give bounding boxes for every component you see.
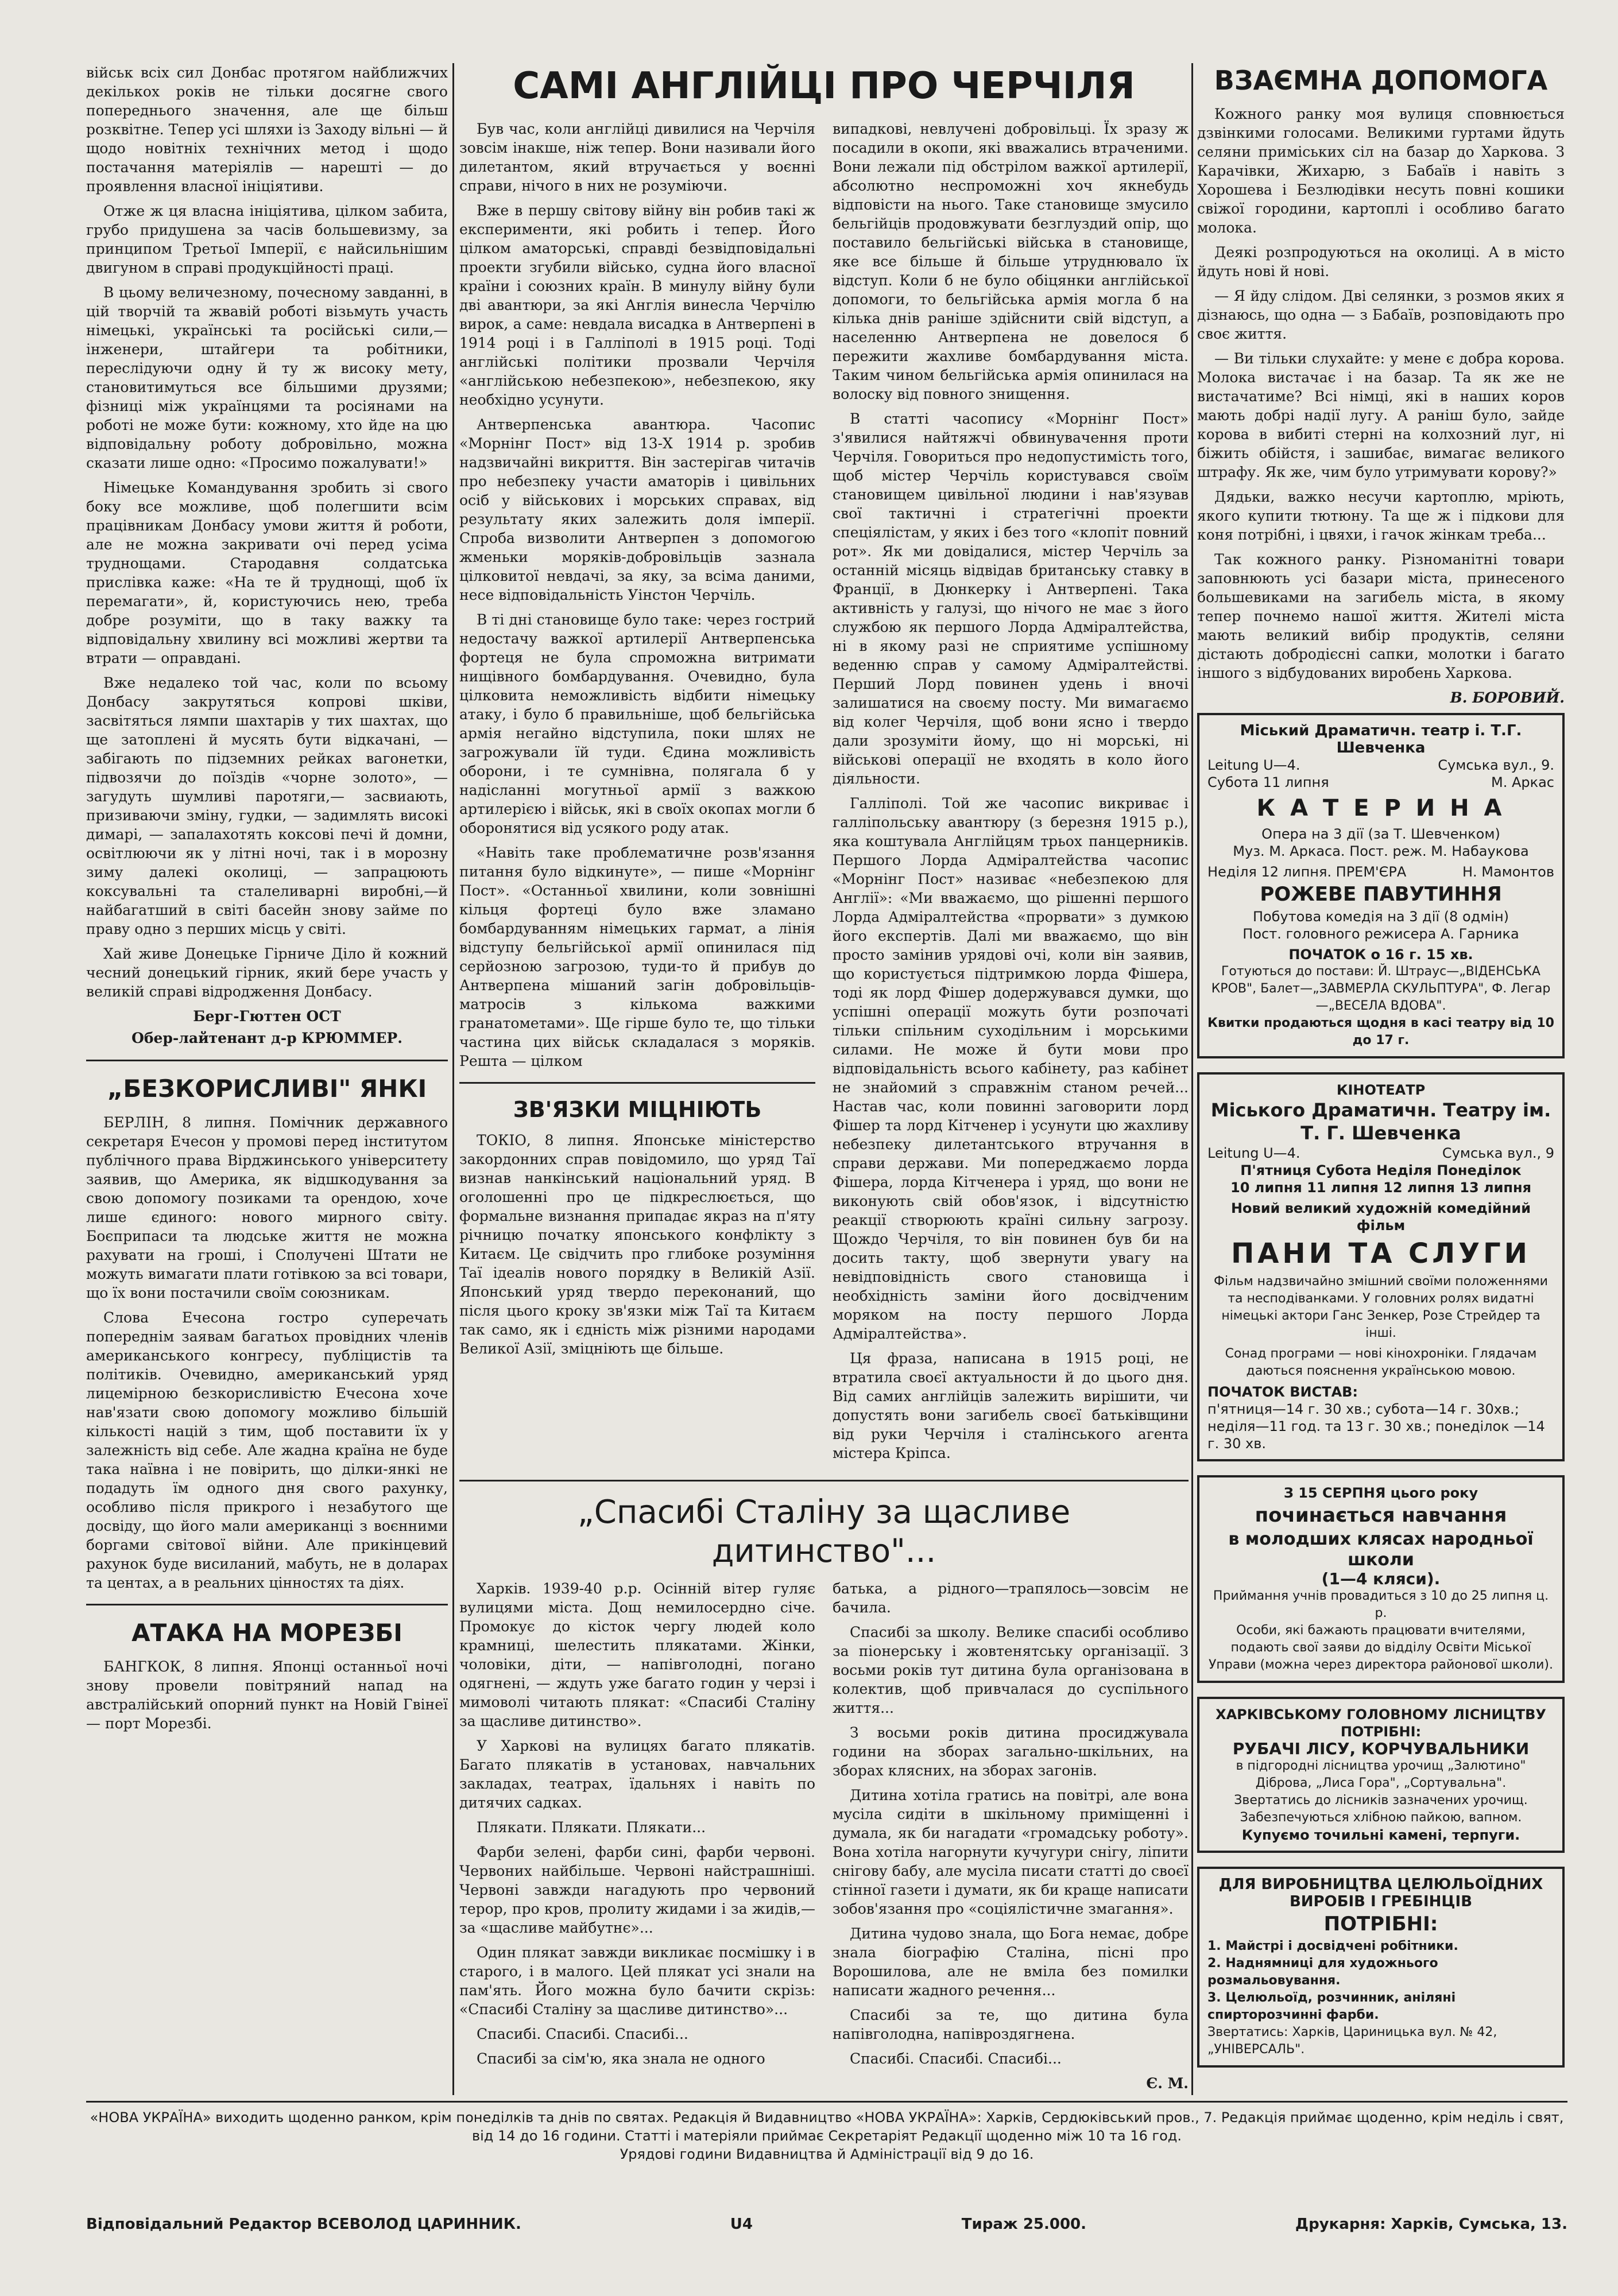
article-paragraph: БАНГКОК, 8 липня. Японці останньої ночі знову провели повітряний напад на австралійський опорний пункт на Новій Гвінеї — порт Морезбі.	[86, 1658, 448, 1732]
divider	[86, 1060, 448, 1061]
showtimes-1: п'ятниця—14 г. 30 хв.; субота—14 г. 30хв.;	[1207, 1401, 1519, 1417]
article-paragraph: Один плякат завжди викликає посмішку і в старого, і в малого. Цей плякат усі знали на пам'ять. Його можна було бачити скрізь: «Спасибі Сталіну за щасливе дитинство»...	[459, 1944, 815, 2018]
article-paragraph: З восьми років дитина просиджувала години на зборах загально-шкільних, на зборах клясних, на зборах загонів.	[833, 1724, 1189, 1779]
article-paragraph: Кожного ранку моя вулиця сповнюється дзвінкими голосами. Великими гуртами йдуть селяни приміських сіл на базар до Харкова. З Карачівки, Жихарю, з Бабаїв і навіть з Хорошева і Безлюдівки несуть повні кошики свіжої городини, картоплі і особливо багато молока.	[1197, 106, 1565, 236]
school-date: З 15 СЕРПНЯ цього року	[1283, 1485, 1478, 1501]
headline-churchill: САМІ АНГЛІЙЦІ ПРО ЧЕРЧІЛЯ	[513, 65, 1135, 107]
divider	[86, 1604, 448, 1605]
film-title: ПАНИ ТА СЛУГИ	[1231, 1238, 1531, 1270]
circulation: Тираж 25.000.	[961, 2216, 1087, 2233]
film-description: Фільм надзвичайно змішний своїми положеннями та несподіванками. У головних ролях видатні німецькі актори Ганс Зенкер, Розе Стрейдер та інші.	[1214, 1274, 1548, 1340]
play-title-2: РОЖЕВЕ ПАВУТИННЯ	[1260, 883, 1502, 906]
cinema-days: П'ятниця Субота Неділя Понеділок	[1240, 1162, 1522, 1178]
school-headline: починається навчання	[1255, 1504, 1507, 1527]
article-paragraph: — Ви тільки слухайте: у мене є добра корова. Молока вистачає і на базар. Та як же не вистачатиме? Всі німці, які в наших коров мають добрі надії лугу. А раніш було, зайде корова в вибиті стерні на колхозний луг, ні біжить обійстя, і зашибає, вимагає великого штрафу. Як же, чим було утримувати корову?»	[1197, 350, 1565, 480]
theatre-date-2: Неділя 12 липня. ПРЕМ'ЄРА Н. Мамонтов	[1207, 864, 1554, 880]
divider	[86, 2101, 1567, 2103]
headline-moresby: АТАКА НА МОРЕЗБІ	[131, 1619, 402, 1647]
article-signature-org: Берг-Гюттен ОСТ	[193, 1008, 341, 1025]
cinema-address: Leitung U—4. Сумська вул., 9	[1207, 1145, 1554, 1161]
celluloid-item: 2. Наднямниці для художнього розмальовування.	[1207, 1956, 1438, 1988]
celluloid-headline: ДЛЯ ВИРОБНИЦТВА ЦЕЛЮЛЬОЇДНИХ ВИРОБІВ І ГРЕБІНЦІВ	[1218, 1876, 1543, 1910]
article-paragraph: Дитина чудово знала, що Бога немає, добре знала біографію Сталіна, пісні про Ворошилова, але не вміла без помилки написати жадного речення...	[833, 1925, 1189, 1999]
article-paragraph: Спасибі за сім'ю, яка знала не одного	[477, 2050, 765, 2067]
article-paragraph: Фарби зелені, фарби сині, фарби червоні. Червоних найбільше. Червоні найстрашніші. Червоні завжди нагадують про червоний терор, про кров, пролиту жидами і за жидів,—за «щасливе майбутнє»...	[459, 1844, 815, 1936]
publisher-info: «НОВА УКРАЇНА» виходить щоденно ранком, крім понеділків та днів по святах. Редакція й Видавництво «НОВА УКРАЇНА»: Харків, Сердюківський пров., 7. Редакція приймає щоденно, крім неділь і свят, від 14 до 16 години. Статті і матеріяли приймає Секретаріят Редакції щоденно між 10 та 16 год.	[90, 2109, 1564, 2144]
show-time: ПОЧАТОК о 16 г. 15 хв.	[1288, 947, 1473, 963]
article-paragraph: В ті дні становище було таке: через гострий недостачу важкої артилерії Антверпенська фортеця не була спроможна витримати нищівного бомбардування. Очевидно, була цілковита неможливість відбити німецьку атаку, і було б правильніше, щоб бельгійська армія негайно відступила, поки шлях не загрожували їй туди. Єдина можливість оборони, і те сумнівна, полягала б у надісланні могутньої армії з важкою артилерією і військ, які в своїх окопах могли б оборонятися від усякого роду атак.	[459, 611, 815, 836]
headline-ties: ЗВ'ЯЗКИ МІЦНІЮТЬ	[513, 1097, 762, 1122]
article-continuation-intro: військ всіх сил Донбас протягом найближчих декількох років не тільки досягне свого попереднього значення, але ще більш розквітне. Тепер усі шляхи із Заходу вільні — й щодо новітніх технічних метод і щодо постачання матеріялів — нарешті — до проявлення власної ініціятиви.	[86, 64, 448, 195]
article-paragraph: Ця фраза, написана в 1915 році, не втратила своєї актуальности й до цього дня. Від самих англійців залежить вирішити, чи допустять вони загибель своєї батьківщини від руки Черчіля і сталінського агента містера Кріпса.	[833, 1350, 1189, 1461]
article-paragraph: Деякі розпродуються на околиці. А в місто йдуть нові й нові.	[1197, 244, 1565, 280]
publication-footer	[86, 2101, 1567, 2163]
forestry-needed: ПОТРІБНІ:	[1340, 1724, 1422, 1740]
article-paragraph: Галліполі. Той же часопис викриває і галліпольську авантюру (з березня 1915 р.), яка коштувала Англійцям трьох панцерників. Першого Лорда Адміралтейства часопис «Морнінг Пост» називає «небезпекою для Англії»: «Ми вважаємо, що рішенні першого Лорда Адміралтейства «прорвати» з думкою його експертів. Далі ми вважаємо, що він просто замінив урядові очі, коли він заявив, що користується підтримкою лорда Фішера, тоді як лорд Фішер додержувався думки, що успішні операції можуть бути розпочаті тільки спільним суходільним і морськими силами. Не може й бути мови про відповідальність всього кабінету, раз кабінет не знайомий з справжнім станом речей... Настав час, коли повинні заговорити лорд Фішер та лорд Кітченер і усунути цю жахливу небезпеку дилетантського втручання в справи держави. Ми попереджаємо лорда Фішера, лорда Кітченера і уряд, що вони не виконують свій обов'язок, і відсутністю реакції створюють країні сильну загрозу. Щождо Черчіля, то він повинен був би на досить такту, щоб звернути увагу на невідповідність свого становища і необхідність заміни його досвідченим моряком на посту першого Лорда Адміралтейства».	[833, 795, 1189, 1342]
article-paragraph: Спасибі за школу. Велике спасибі особливо за піонерську і жовтенятську організації. З восьми років тут дитина була організована в колектив, щоб привчалася до суспільного життя...	[833, 1624, 1189, 1716]
column-rule-1	[452, 63, 454, 2095]
cinema-name: Міського Драматичн. Театру ім. Т. Г. Шевченка	[1210, 1099, 1551, 1144]
article-paragraph: БЕРЛІН, 8 липня. Помічник державного секретаря Ечесон у промові перед інститутом публічного права Вірджинського університету заявив, що Америка, як відшкодування за свою допомогу позиками та орендою, хоче лише єдиного: нового мирного світу. Боєприпаси та людське життя не можна рахувати на гроші, і Сполучені Штати не можуть вимагати плати готівкою за всі товари, що їх вони постачили своїм союзникам.	[86, 1114, 448, 1301]
article-paragraph: Дитина хотіла гратись на повітрі, але вона мусіла сидіти в шкільному приміщенні і думала, як би нагадати «громадську роботу». Вона хотіла нагорнути кучугури снігу, ліпити снігову бабу, але мусіла писати статті до своєї стінної газети і думати, як би краще написати зобов'язання про «соціялістичне змагання».	[833, 1787, 1189, 1917]
cinema-dates: 10 липня 11 липня 12 липня 13 липня	[1230, 1180, 1531, 1196]
divider	[459, 1480, 1189, 1481]
article-paragraph: Спасибі за те, що дитина була напівголодна, напівроздягнена.	[833, 2007, 1189, 2042]
celluloid-item: 1. Майстрі і досвідчені робітники.	[1207, 1939, 1458, 1953]
play-title-1: К А Т Е Р И Н А	[1256, 795, 1505, 821]
theatre-address: Leitung U—4. Сумська вул., 9.	[1207, 757, 1554, 773]
celluloid-needed: ПОТРІБНІ:	[1323, 1913, 1438, 1936]
article-paragraph: Хай живе Донецьке Гірниче Діло й кожний чесний донецький гірник, який бере участь у великій справі відродження Донбасу.	[86, 945, 448, 1000]
article-paragraph: батька, а рідного—трапялось—зовсім не бачила.	[833, 1580, 1189, 1616]
celluloid-ad	[1197, 1867, 1565, 2068]
celluloid-contact: Звертатись: Харків, Цариницька вул. № 42, „УНІВЕРСАЛЬ".	[1207, 2025, 1497, 2057]
forestry-provision: Забезпечуються хлібною пайкою, вапном.	[1240, 1810, 1522, 1825]
article-paragraph: ТОКІО, 8 липня. Японське міністерство закордонних справ повідомило, що уряд Таї визнав нанкінський національний уряд. В оголошенні про це підкреслюється, що формальне визнання припадає якраз на п'яту річницю початку японського конфлікту з Китаєм. Це свідчить про глибоке розуміння Таї ідеалів нового порядку в Великій Азії. Японський уряд твердо переконаний, що після цього кроку зв'язки між Таї та Китаєм так само, як і єдність між різними народами Великої Азії, зміцніють ще більше.	[459, 1132, 815, 1357]
column-center	[459, 63, 1189, 2099]
forestry-buying: Купуємо точильні камені, терпуги.	[1241, 1827, 1520, 1843]
cinema-program: Сонад програми — нові кінохроніки. Глядачам даються пояснення українською мовою.	[1225, 1347, 1537, 1378]
editor: Відповідальний Редактор ВСЕВОЛОД ЦАРИННИК.	[86, 2216, 521, 2233]
article-paragraph: В цьому величезному, почесному завданні, в цій творчій та жвавій роботі візьмуть участь німецькі, українські та російські сили,—інженери, штайгери та робітники, переслідуючи одну й ту ж високу мету, становитимуться все більшими друзями; фізниці між українцями та росіянами на роботі не може бути: кожному, хто йде на цю відповідальну роботу добровільно, можна сказати лише одно: «Просимо пожалувати!»	[86, 284, 448, 471]
school-ad	[1197, 1475, 1565, 1683]
article-paragraph: Вже недалеко той час, коли по всьому Донбасу закрутяться копрові шківи, засвітяться лямпи шахтарів у тих шахтах, що ще затоплені й мусять бути відкачані, — забігають по підземних рейках вагонетки, підвозячи до поїздів «чорне золото», — загудуть шумливі паротяги,— засвиають, призиваючи зміну, гудки, — задимлять високі димарі, — запалахотять коксові печі й домни, освітлюючи як у літні ночі, так і в морозну зиму далекі околиці, — запрацюють коксувальні та сталеливарні виробні,—й найбагатший в світі басейн знову займе по праву одно з перших місць у світі.	[86, 674, 448, 937]
article-signature: Є. М.	[1146, 2075, 1189, 2092]
showtimes-2: неділя—11 год. та 13 г. 30 хв.; понеділок —14 г. 30 хв.	[1207, 1418, 1545, 1452]
theatre-ad	[1197, 713, 1565, 1058]
article-paragraph: Отже ж ця власна ініціятива, цілком забита, грубо придушена за часів большевизму, за принципом Третьої Імперії, є найсильнішим двигуном в справі продукційності праці.	[86, 203, 448, 276]
article-paragraph: Слова Ечесона гостро суперечать попереднім заявам багатьох провідних членів американського конгресу, публіцистів та політиків. Очевидно, американський уряд лицемірною безкорисливістю Ечесона хоче нав'язати свою допомогу можливо більшій кількості націй з тим, щоб поставити їх у залежність від себе. Але жадна країна не буде така наївна і не повірить, що ділки-янкі не подадуть їм одного дня свого рахунку, особливо після прикрого і незабутого ще досвіду, що його мали американці з воєнними боргами світової війни. Але прикінцевий рахунок буде висиланий, мабуть, не в доларах та центах, а в реальних цінностях та діях.	[86, 1309, 448, 1591]
cinema-label: КІНОТЕАТР	[1336, 1082, 1426, 1098]
imprint-line	[86, 2216, 1567, 2233]
article-paragraph: Німецьке Командування зробить зі свого боку все можливе, щоб полегшити всім працівникам Донбасу умови життя й роботи, але не можна закривати очі перед усіма труднощами. Стародавня солдатська прислівка каже: «На те й труднощі, щоб їх перемагати», й, користуючись нею, треба добре розуміти, що в таку важку та відповідальну хвилину всі можливі жертви та втрати — оправдані.	[86, 479, 448, 666]
office-hours: Урядові години Видавництва й Адміністрації від 9 до 16.	[620, 2146, 1034, 2162]
upcoming-plays: Готуються до постави: Й. Штраус—„ВІДЕНСЬКА КРОВ", Балет—„ЗАВМЕРЛА СКУЛЬПТУРА", Ф. Легар—„ВЕСЕЛА ВДОВА".	[1211, 964, 1551, 1013]
play-credits-2: Пост. головного режисера А. Гарника	[1242, 926, 1519, 942]
article-paragraph: Був час, коли англійці дивилися на Черчіля зовсім інакше, ніж тепер. Вони називали його дилетантом, який втручається у воєнні справи, нічого в них не розуміючи.	[459, 121, 815, 194]
column-left	[86, 63, 448, 1739]
theatre-name: Міський Драматичн. театр і. Т.Г. Шевченка	[1240, 722, 1522, 757]
cinema-ad	[1197, 1072, 1565, 1461]
article-paragraph: Харків. 1939-40 р.р. Осінній вітер гуляє вулицями міста. Дощ немилосердно січе. Промокує до кісток чергу людей коло крамниці, шелестить плякатами. Жінки, чоловіки, діти, — напівголодні, погано одягнені, — ждуть уже багато годин у черзі і мимоволі читають плякат: «Спасибі Сталіну за щасливе дитинство».	[459, 1580, 815, 1729]
article-paragraph: — Я йду слідом. Дві селянки, з розмов яких я дізнаюсь, що одна — з Бабаїв, розповідають про своє життя.	[1197, 288, 1565, 342]
article-signature: В. БОРОВИЙ.	[1450, 689, 1565, 706]
forestry-location: в підгородні лісництва урочищ „Залютино" Діброва, „Лиса Гора", „Сортувальна".	[1236, 1759, 1526, 1790]
article-paragraph: Так кожного ранку. Різноманітні товари заповнюють усі базари міста, принесеного большевиками на загибель міста, в якому тепер почнемо нашої життя. Жителі міста мають великий вибір продуктів, селяни дістають добродієсні сапки, молотки і багато іншого з відбудованих виробень Харкова.	[1197, 551, 1565, 681]
headline-yankees: „БЕЗКОРИСЛИВІ" ЯНКІ	[107, 1075, 427, 1103]
forestry-org: ХАРКІВСЬКОМУ ГОЛОВНОМУ ЛІСНИЦТВУ	[1216, 1707, 1546, 1723]
article-paragraph: Плякати. Плякати. Плякати...	[477, 1819, 706, 1836]
theatre-date-1: Субота 11 липня М. Аркас	[1207, 774, 1554, 790]
article-signature-name: Обер-лайтенант д-р КРЮММЕР.	[131, 1030, 402, 1046]
stalin-article	[459, 1579, 1189, 2099]
celluloid-item: 3. Целюльоїд, розчинник, аніляні спирторозчинні фарби.	[1207, 1991, 1456, 2022]
school-grades: (1—4 кляси).	[1321, 1569, 1441, 1588]
divider	[459, 1082, 815, 1084]
column-rule-2	[1191, 63, 1193, 2095]
article-paragraph: Спасибі. Спасибі. Спасибі...	[850, 2050, 1062, 2067]
headline-stalin-line2: дитинство"...	[711, 1533, 936, 1570]
new-film-label: Новий великий художній комедійний фільм	[1230, 1200, 1531, 1234]
school-subheadline: в молодших клясах народньої школи	[1228, 1529, 1534, 1570]
article-paragraph: Дядьки, важко несучи картоплю, мріють, якого купити тютюну. Та ще ж і підкови для коня потрібні, і цвяхи, і гачок жінкам треба...	[1197, 488, 1565, 543]
churchill-article	[459, 119, 1189, 1468]
showtimes-label: ПОЧАТОК ВИСТАВ:	[1207, 1384, 1358, 1400]
play-desc-1: Опера на 3 дії (за Т. Шевченком)	[1261, 826, 1500, 842]
printer: Друкарня: Харків, Сумська, 13.	[1295, 2216, 1567, 2233]
article-paragraph: У Харкові на вулицях багато плякатів. Багато плякатів в установах, навчальних закладах, театрах, їдальнях і навіть по дитячих садках.	[459, 1737, 815, 1811]
school-enrollment: Приймання учнів провадиться з 10 до 25 липня ц. р.	[1213, 1589, 1549, 1620]
article-paragraph: Вже в першу світову війну він робив такі ж експерименти, які робить і тепер. Його цілком аматорські, справді безвідповідальні проекти згубили військо, судна його власної країни і союзних країн. В минулу війну були дві авантюри, за які Англія винесла Черчілю вирок, а саме: невдала висадка в Антверпені в 1914 році і в Галліполі в 1915 році. Тоді англійські політики прозвали Черчіля «англійською небезпекою», небезпекою, яку необхідно усунути.	[459, 202, 815, 408]
play-credits-1: Муз. М. Аркаса. Пост. реж. М. Набаукова	[1233, 843, 1529, 859]
headline-stalin-line1: „Спасибі Сталіну за щасливе	[577, 1494, 1071, 1531]
forestry-ad	[1197, 1697, 1565, 1853]
forestry-contact: Звертатись до лісників зазначених урочищ.	[1234, 1793, 1528, 1808]
article-paragraph: Спасибі. Спасибі. Спасибі...	[477, 2026, 688, 2042]
school-teachers: Особи, які бажають працювати вчителями, подають свої заяви до відділу Освіти Міської Управи (можна через директора районової школи).	[1209, 1623, 1553, 1672]
article-paragraph: «Навіть таке проблематичне розв'язання питання було відкинуте», — пише «Морнінг Пост». «Останньої хвилини, коли зовнішні кільця фортеці було вже зламано бомбардуванням німецьких гармат, а лінія відступу бельгійської армії опинилася під серйозною загрозою, туди-то й прибув до Антверпена мішаний загін добровільців-матросів з кількома важкими гранатометами». Ще гірше було те, що тільки частина цих військ складалася з моряків. Решта — цілком	[459, 844, 815, 1069]
forestry-jobs: РУБАЧІ ЛІСУ, КОРЧУВАЛЬНИКИ	[1232, 1739, 1530, 1758]
article-paragraph: В статті часопису «Морнінг Пост» з'явилися найтяжчі обвинувачення проти Черчіля. Говориться про недопустимість того, щоб містер Черчіль користувався своїм становищем цивільної людини і нав'язував свої тактичні і стратегічні проекти спеціялістам, у яких і без того «клопіт повний рот». Як ми довідалися, містер Черчіль за останній місяць відвідав британську ставку в Франції, в Дюнкерку і Антверпені. Така активність у галузі, що нічого не має з його службою як першого Лорда Адміралтейства, ні в якому разі не сприятиме успішному веденню справ у самому Адміралтействі. Перший Лорд повинен удень і вночі залишатися на своєму посту. Ми вимагаємо від колег Черчіля, щоб вони ясно і твердо дали зрозуміти йому, що ні морські, ні військові операції не входять в коло його діяльности.	[833, 410, 1189, 787]
headline-mutual-help: ВЗАЄМНА ДОПОМОГА	[1214, 65, 1548, 96]
article-paragraph: Антверпенська авантюра. Часопис «Морнінг Пост» від 13-Х 1914 р. зробив надзвичайні викриття. Він застерігав читачів про небезпеку участи аматорів і цивільних осіб у військових і морських справах, від результату яких залежить доля імперії. Спроба визволити Антверпен з допомогою жменьки моряків-добровільців зазнала цілковитої невдачі, за яку, за всіма даними, несе відповідальність Уінстон Черчіль.	[459, 416, 815, 603]
print-code: U4	[730, 2216, 753, 2233]
ticket-info: Квитки продаються щодня в касі театру від 10 до 17 г.	[1207, 1016, 1554, 1048]
play-desc-2: Побутова комедія на 3 дії (8 одмін)	[1252, 909, 1509, 925]
column-right	[1197, 63, 1565, 2081]
article-paragraph: випадкові, невлучені добровільці. Їх зразу ж посадили в окопи, які вважались втраченими. Вони лежали під обстрілом важкої артилерії, абсолютно неспроможні хоч якнебудь відповісти на нього. Таке становище змусило бельгійців продовжувати безглуздий опір, що поставило бельгійські війська в становище, яке все більше й більше утруднювало їх відступ. Коли б не було обіцянки англійської допомоги, то бельгійська армія могла б на кілька днів раніше здійснити свій відступ, а населенню Антверпена не довелося б пережити жахливе бомбардування міста. Таким чином бельгійська армія опинилася на волоску від повного знищення.	[833, 121, 1189, 402]
